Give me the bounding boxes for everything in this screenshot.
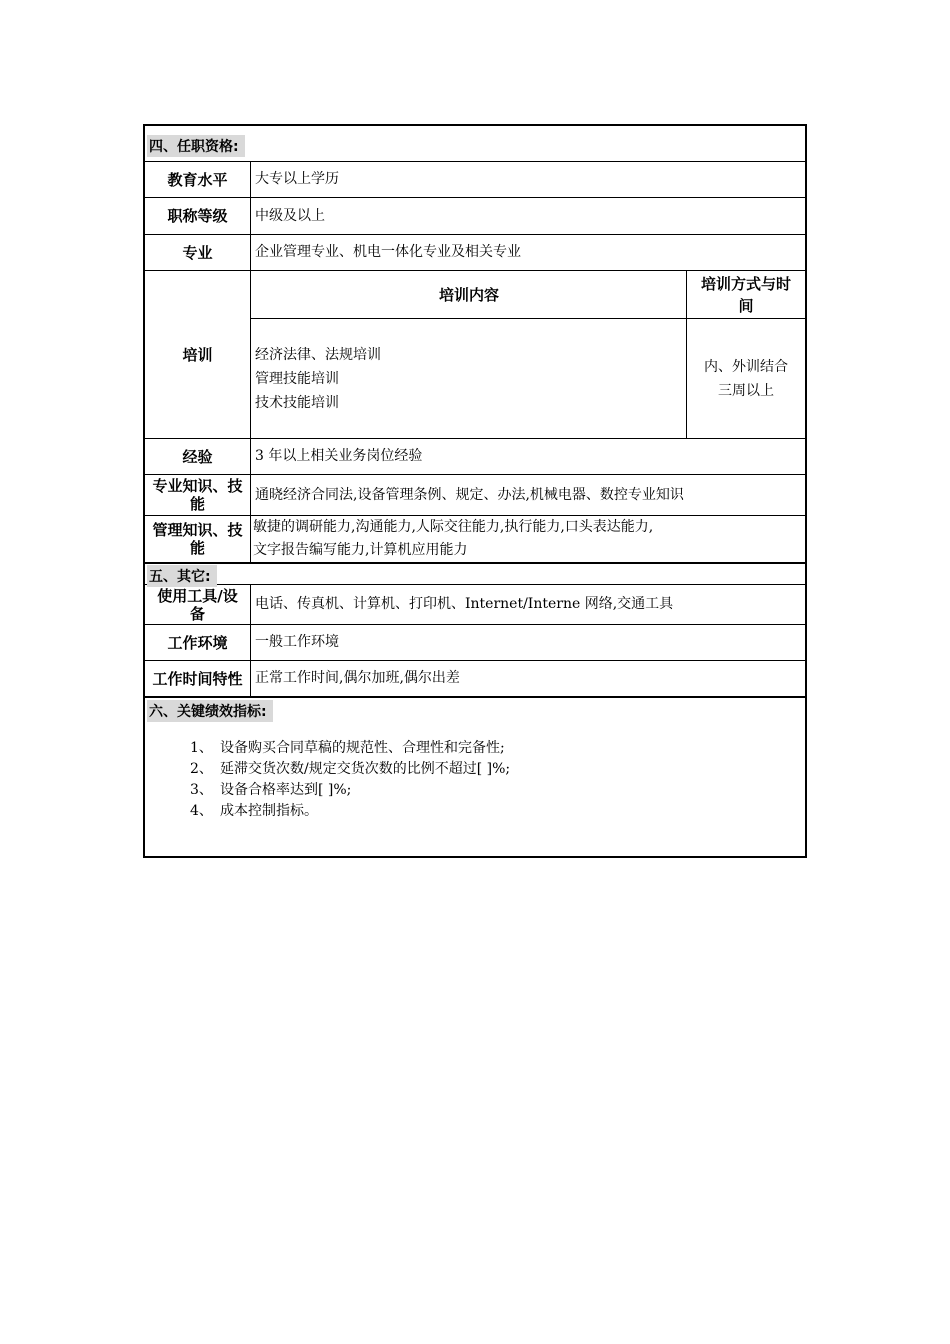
section5-header [145, 564, 805, 585]
work-time-label: 工作时间特性 [145, 661, 251, 696]
management-skills-row [145, 516, 805, 564]
training-method-header: 培训方式与时 间 [700, 274, 791, 315]
section5-title: 五、其它: [147, 565, 217, 587]
tools-row [145, 585, 805, 625]
title-level-row [145, 198, 805, 235]
experience-row [145, 439, 805, 475]
section6-header [145, 698, 805, 722]
list-item: 经济法律、法规培训 [255, 346, 381, 363]
education-row [145, 162, 805, 198]
section6-title: 六、关键绩效指标: [147, 700, 273, 722]
training-label: 培训 [145, 271, 251, 438]
environment-row [145, 625, 805, 661]
education-label: 教育水平 [145, 162, 251, 197]
list-item: 管理技能培训 [255, 370, 339, 387]
professional-skills-label: 专业知识、技 能 [145, 475, 251, 515]
work-time-value: 正常工作时间,偶尔加班,偶尔出差 [255, 670, 460, 686]
list-item: 1、 设备购买合同草稿的规范性、合理性和完备性; [190, 740, 505, 756]
education-value: 大专以上学历 [255, 171, 339, 187]
management-skills-label: 管理知识、技 能 [145, 516, 251, 562]
training-items [255, 319, 381, 438]
experience-label: 经验 [145, 439, 251, 474]
training-header [251, 271, 805, 319]
tools-value: 电话、传真机、计算机、打印机、Internet/Interne 网络,交通工具 [255, 596, 674, 612]
work-time-row [145, 661, 805, 698]
job-requirements-table [143, 124, 807, 858]
environment-label: 工作环境 [145, 625, 251, 660]
professional-skills-value: 通晓经济合同法,设备管理条例、规定、办法,机械电器、数控专业知识 [255, 486, 684, 503]
major-label: 专业 [145, 235, 251, 270]
training-method: 内、外训结合 三周以上 [704, 358, 788, 399]
title-level-label: 职称等级 [145, 198, 251, 234]
training-body [251, 319, 805, 438]
management-skills-value: 敏捷的调研能力,沟通能力,人际交往能力,执行能力,口头表达能力, 文字报告编写能力,计算机应用能力 [253, 519, 654, 558]
training-row [145, 271, 805, 439]
title-level-value: 中级及以上 [255, 207, 325, 224]
list-item: 3、 设备合格率达到[ ]%; [190, 782, 352, 798]
list-item: 技术技能培训 [255, 394, 339, 411]
environment-value: 一般工作环境 [255, 634, 339, 650]
professional-skills-row [145, 475, 805, 516]
list-item: 2、 延滞交货次数/规定交货次数的比例不超过[ ]%; [190, 761, 511, 777]
section4-header [145, 126, 805, 162]
section4-title: 四、任职资格: [147, 135, 245, 157]
major-value: 企业管理专业、机电一体化专业及相关专业 [255, 244, 521, 260]
list-item: 4、 成本控制指标。 [190, 803, 318, 819]
tools-label: 使用工具/设 备 [145, 585, 251, 624]
kpi-list [190, 738, 510, 822]
major-row [145, 235, 805, 271]
training-content-header: 培训内容 [438, 285, 499, 304]
experience-value: 3 年以上相关业务岗位经验 [255, 448, 423, 464]
kpi-section [145, 698, 805, 856]
